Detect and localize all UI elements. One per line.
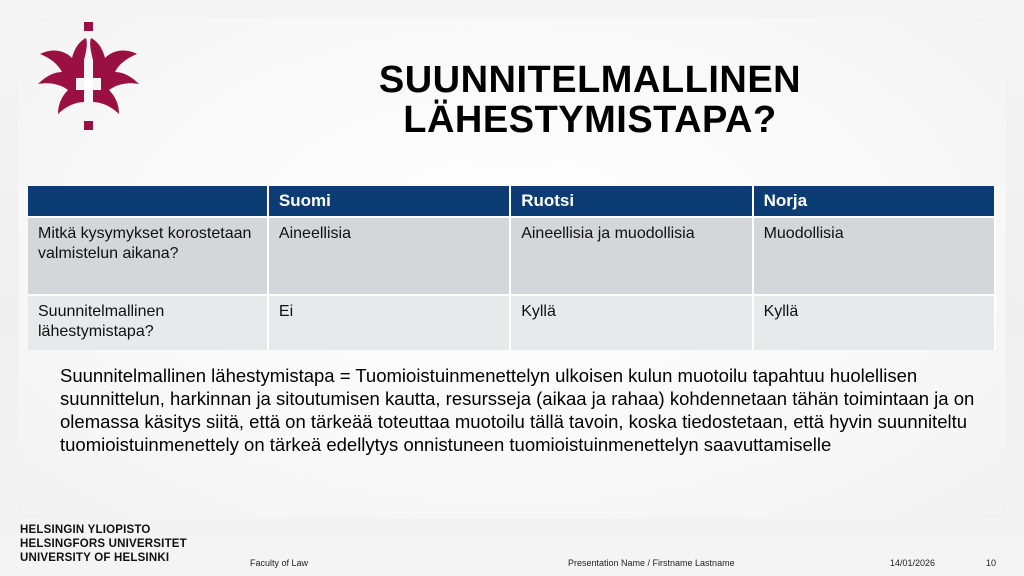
footer-presentation: Presentation Name / Firstname Lastname: [568, 558, 735, 568]
table-cell: Kyllä: [510, 295, 752, 350]
university-name-en: UNIVERSITY OF HELSINKI: [20, 552, 170, 564]
table-row: [28, 295, 995, 350]
table-cell: Kyllä: [753, 295, 995, 350]
definition-text: Suunnitelmallinen lähestymistapa = Tuomioistuinmenettelyn ulkoisen kulun muotoilu tapahtuu huolellisen suunnittelun, harkinnan ja sitoutumisen kautta, resursseja (aikaa ja rahaa) kohdennetaan tähän toimintaan ja on olemassa käsitys siitä, että on tärkeää toteuttaa muotoilu tällä tavoin, koska tiedostetaan, että hyvin suunniteltu tuomioistuinmenettely on tärkeä edellytys onnistuneen tuomioistuinmenettelyn saavuttamiselle: [60, 365, 975, 455]
university-flame-logo: [28, 20, 148, 135]
row-label: Suunnitelmallinen lähestymistapa?: [28, 295, 268, 350]
university-name-fi: HELSINGIN YLIOPISTO: [20, 524, 151, 536]
row-label: Mitkä kysymykset korostetaan valmistelun aikana?: [28, 217, 268, 295]
university-name-sv: HELSINGFORS UNIVERSITET: [20, 538, 187, 550]
footer-date: 14/01/2026: [890, 558, 936, 568]
slide-title: SUUNNITELMALLINEN LÄHESTYMISTAPA?: [378, 59, 802, 141]
university-name: [20, 523, 187, 565]
table-cell: Aineellisia: [268, 217, 510, 295]
header-cell-norja: Norja: [753, 186, 995, 217]
comparison-table: [28, 186, 996, 350]
footer-page-number: 10: [986, 558, 997, 568]
table-cell: Ei: [268, 295, 510, 350]
table-cell: Aineellisia ja muodollisia: [510, 217, 752, 295]
header-cell-suomi: Suomi: [268, 186, 510, 217]
table-cell: Muodollisia: [753, 217, 995, 295]
footer-faculty: Faculty of Law: [250, 558, 309, 568]
header-cell-ruotsi: Ruotsi: [510, 186, 752, 217]
header-cell-empty: [28, 186, 268, 217]
table-row: [28, 217, 995, 295]
table-header-row: [28, 186, 995, 217]
